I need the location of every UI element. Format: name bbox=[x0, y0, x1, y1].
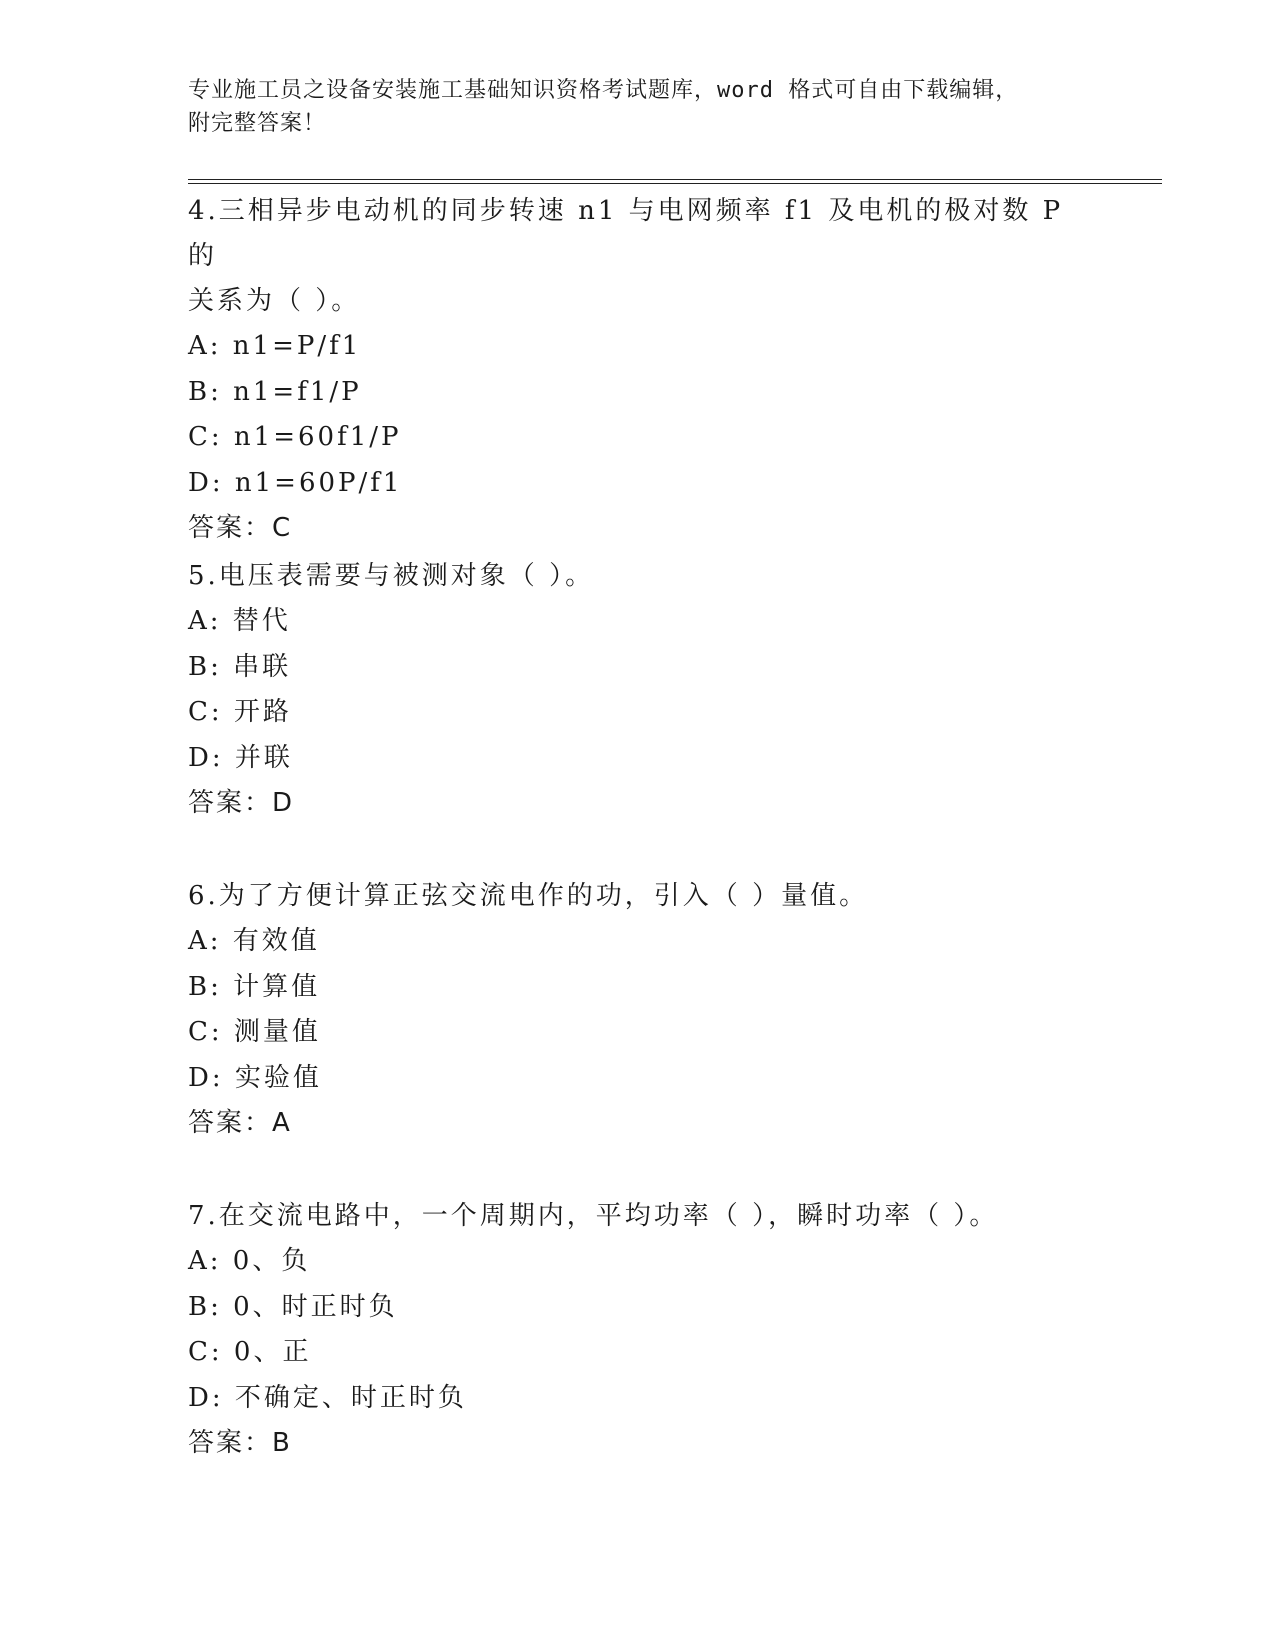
question-stem: 4.三相异步电动机的同步转速 n1 与电网频率 f1 及电机的极对数 P 的 bbox=[188, 196, 1064, 271]
question-7 bbox=[188, 1194, 1088, 1466]
question-stem-continued: 关系为（ ）。 bbox=[188, 286, 361, 316]
header-line-2: 附完整答案！ bbox=[188, 111, 327, 136]
question-stem: 5.电压表需要与被测对象（ ）。 bbox=[188, 561, 595, 591]
answer: 答案：C bbox=[188, 513, 293, 543]
option-d: D: n1=60P/f1 bbox=[188, 467, 403, 498]
option-d: D: 实验值 bbox=[188, 1062, 322, 1093]
question-4 bbox=[188, 189, 1088, 551]
header-divider-bottom bbox=[188, 183, 1162, 184]
option-d: D: 不确定、时正时负 bbox=[188, 1382, 467, 1413]
option-d: D: 并联 bbox=[188, 742, 293, 773]
question-stem: 7.在交流电路中，一个周期内，平均功率（ ），瞬时功率（ ）。 bbox=[188, 1201, 999, 1231]
option-c: C: 开路 bbox=[188, 697, 292, 727]
option-b: B: 串联 bbox=[188, 651, 292, 682]
option-a: A: 0、负 bbox=[188, 1246, 311, 1276]
option-a: A: n1=P/f1 bbox=[188, 331, 362, 361]
document-header bbox=[188, 74, 1068, 140]
question-5 bbox=[188, 554, 1088, 826]
option-c: C: 0、正 bbox=[188, 1337, 312, 1367]
header-line-1: 专业施工员之设备安装施工基础知识资格考试题库，word 格式可自由下载编辑， bbox=[188, 78, 1019, 103]
answer: 答案：A bbox=[188, 1108, 292, 1138]
answer: 答案：D bbox=[188, 788, 295, 818]
option-c: C: 测量值 bbox=[188, 1017, 321, 1047]
option-b: B: 0、时正时负 bbox=[188, 1291, 398, 1322]
header-divider-top bbox=[188, 179, 1162, 180]
question-6 bbox=[188, 874, 1088, 1146]
option-b: B: n1=f1/P bbox=[188, 376, 362, 407]
option-c: C: n1=60f1/P bbox=[188, 422, 402, 452]
question-stem: 6.为了方便计算正弦交流电作的功，引入（ ）量值。 bbox=[188, 881, 869, 911]
option-a: A: 替代 bbox=[188, 606, 291, 636]
option-b: B: 计算值 bbox=[188, 971, 321, 1002]
answer: 答案：B bbox=[188, 1428, 292, 1458]
option-a: A: 有效值 bbox=[188, 926, 320, 956]
